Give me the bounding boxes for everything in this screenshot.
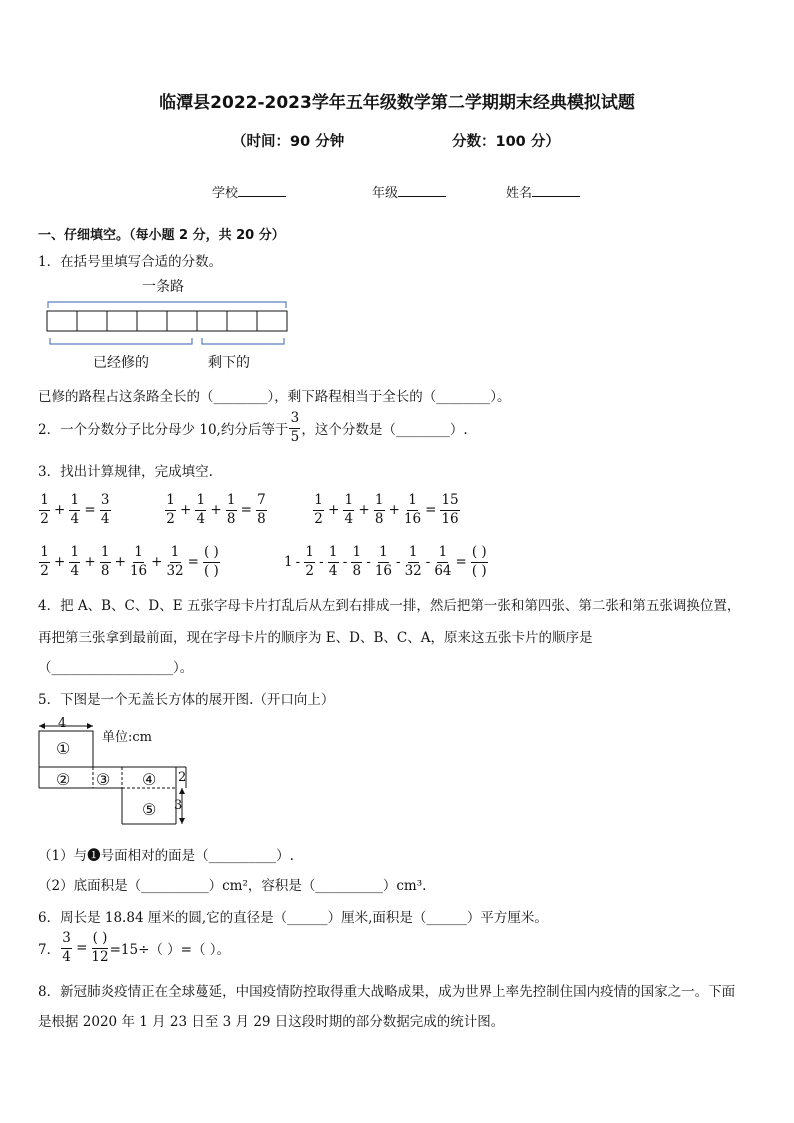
q2-fraction: $\frac{3}{5}$: [290, 410, 300, 445]
q8-line-1: 8．新冠肺炎疫情正在全球蔓延，中国疫情防控取得重大战略成果，成为世界上率先控制住国内疫情的国家之一。下面: [38, 984, 736, 1000]
school-field[interactable]: [212, 182, 286, 201]
q5-dim-right-2: 3: [174, 798, 183, 813]
q5-unit-label: 单位:cm: [102, 730, 152, 745]
q5-face-3: ③: [96, 770, 111, 789]
q4-line-2: 再把第三张拿到最前面，现在字母卡片的顺序为 E、D、B、C、A，原来这五张卡片的顺序是: [38, 630, 593, 646]
q3-equation-2: $\frac{1}{2}$ + $\frac{1}{4}$ + $\frac{1}{8}$ = $\frac{7}{8}$: [166, 492, 266, 527]
q1-text: 1．在括号里填写合适的分数。: [38, 254, 223, 270]
q5-face-5: ⑤: [142, 800, 157, 819]
q3-text: 3．找出计算规律，完成填空.: [38, 464, 213, 480]
repaired-label: 已经修的: [93, 355, 149, 371]
q5-dim-right-1: 2: [178, 770, 187, 785]
q2-line: [38, 412, 468, 444]
q5-face-1: ①: [56, 739, 71, 758]
page-title: 临潭县2022-2023学年五年级数学第二学期期末经典模拟试题: [159, 93, 635, 113]
q2-post: ，这个分数是（________）.: [301, 422, 468, 438]
q7-blank-fraction[interactable]: $\frac{( )}{12}$: [91, 930, 109, 965]
q8-line-2: 是根据 2020 年 1 月 23 日至 3 月 29 日这段时期的部分数据完成的统计图。: [38, 1014, 505, 1030]
q6-text: 6．周长是 18.84 厘米的圆,它的直径是（______）厘米,面积是（______）平方厘米。: [38, 910, 548, 926]
grade-label: 年级: [372, 186, 399, 201]
q7-rest: =15÷（ ）=（ ）。: [109, 942, 231, 958]
q7-line: 7． $\frac{3}{4}$ = $\frac{( )}{12}$ =15÷（ ）=（ ）。: [38, 930, 231, 965]
q5-text: 5．下图是一个无盖长方体的展开图.（开口向上）: [38, 692, 335, 708]
q5-face-4: ④: [142, 770, 157, 789]
school-label: 学校: [212, 186, 239, 201]
q3-equation-5: 1 - $\frac{1}{2}$ - $\frac{1}{4}$ - $\frac{1}{8}$ - $\frac{1}{16}$ - $\frac{1}{32}$ - $\frac{1}{64}$ = $\frac{( )}{( )}$: [284, 544, 487, 579]
q3-answer-blank-2[interactable]: $\frac{( )}{( )}$: [471, 544, 487, 579]
time-label: （时间：90 分钟: [232, 134, 345, 150]
q4-line-1: 4．把 A、B、C、D、E 五张字母卡片打乱后从左到右排成一排，然后把第一张和第四张、第二张和第五张调换位置，: [38, 598, 741, 614]
q3-equation-3: $\frac{1}{2}$ + $\frac{1}{4}$ + $\frac{1}{8}$ + $\frac{1}{16}$ = $\frac{15}{16}$: [314, 492, 459, 527]
grade-field[interactable]: [372, 182, 446, 201]
q1-answer-line: 已修的路程占这条路全长的（________），剩下路程相当于全长的（________）。: [38, 389, 511, 405]
q3-answer-blank-1[interactable]: $\frac{( )}{( )}$: [203, 544, 219, 579]
q3-equation-1: $\frac{1}{2}$ + $\frac{1}{4}$ = $\frac{3}{4}$: [40, 492, 110, 527]
q2-pre: 2．一个分数分子比分母少 10,约分后等于: [38, 422, 289, 438]
name-label: 姓名: [506, 186, 533, 201]
q4-line-3: （__________________）。: [38, 660, 194, 676]
remaining-label: 剩下的: [208, 355, 250, 371]
q7-label: 7．: [38, 942, 61, 958]
road-label: 一条路: [142, 279, 184, 295]
q3-equation-4: $\frac{1}{2}$ + $\frac{1}{4}$ + $\frac{1}{8}$ + $\frac{1}{16}$ + $\frac{1}{32}$ = $\frac{( )}{( )}$: [40, 544, 219, 579]
q5-face-2: ②: [56, 770, 71, 789]
q5-sub-2: （2）底面积是（__________）cm²，容积是（__________）cm³.: [38, 878, 427, 894]
q5-dim-top: 4: [58, 716, 67, 731]
name-field[interactable]: [506, 182, 580, 201]
q5-sub-1: （1）与❶号面相对的面是（__________）.: [38, 848, 294, 864]
score-label: 分数：100 分）: [452, 134, 560, 150]
q7-fraction: $\frac{3}{4}$: [62, 930, 71, 965]
section-1-heading: 一、仔细填空。（每小题 2 分，共 20 分）: [38, 228, 285, 243]
